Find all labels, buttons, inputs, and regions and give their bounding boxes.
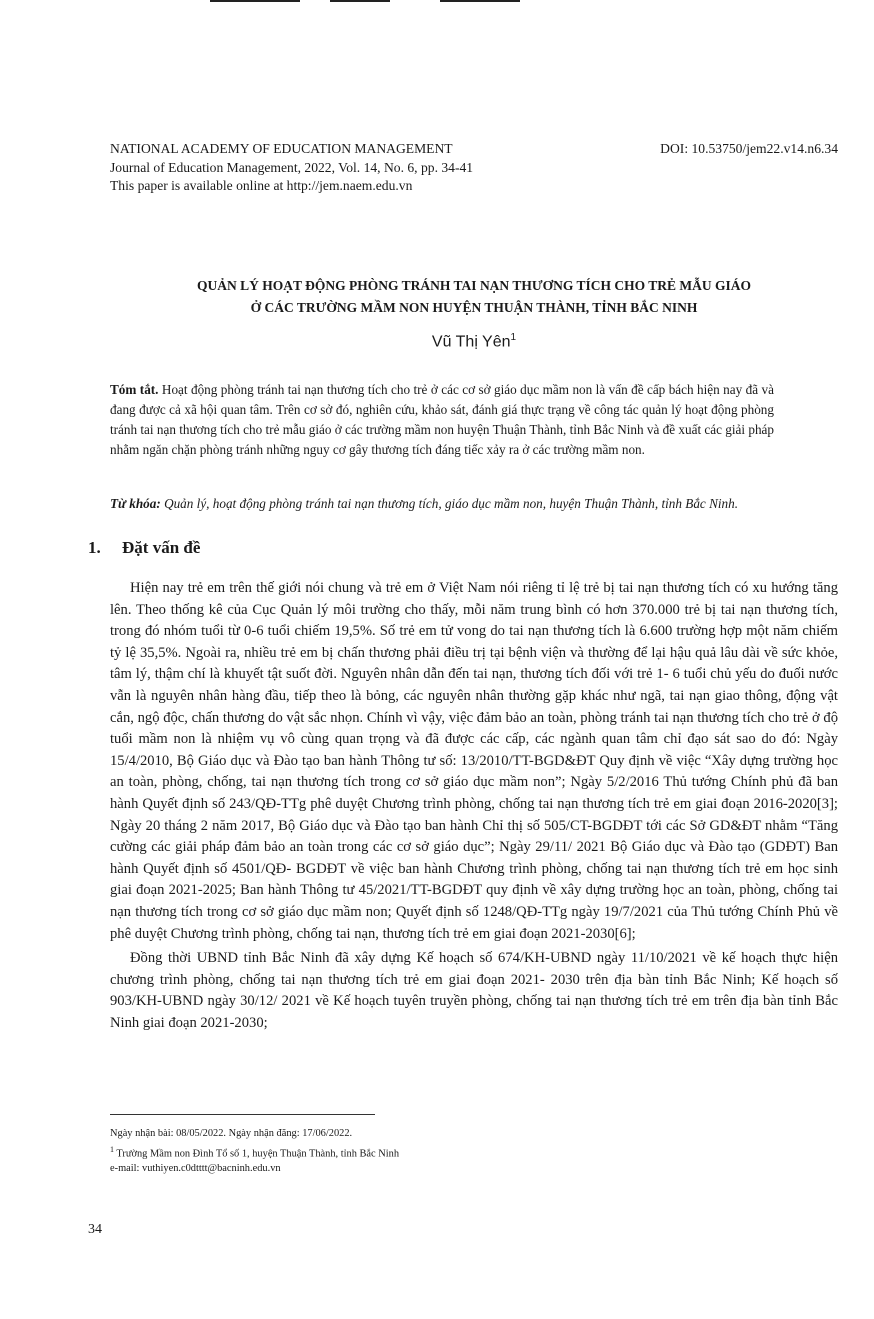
journal-header — [110, 140, 838, 196]
abstract-label: Tóm tắt. — [110, 382, 159, 397]
keywords-label: Từ khóa: — [110, 496, 161, 511]
title-line-2: Ở CÁC TRƯỜNG MẦM NON HUYỆN THUẬN THÀNH, TỈNH BẮC NINH — [250, 300, 698, 315]
footnote-dates: Ngày nhận bài: 08/05/2022. Ngày nhận đăng: 17/06/2022. — [110, 1128, 353, 1139]
title-line-1: QUẢN LÝ HOẠT ĐỘNG PHÒNG TRÁNH TAI NẠN THƯƠNG TÍCH CHO TRẺ MẪU GIÁO — [197, 278, 751, 293]
doi: DOI: 10.53750/jem22.v14.n6.34 — [660, 141, 838, 156]
footnote-affiliation — [110, 1142, 710, 1162]
footnote-affiliation-text: Trường Mầm non Đình Tổ số 1, huyện Thuận Thành, tỉnh Bắc Ninh — [114, 1147, 400, 1159]
section-number: 1. — [88, 538, 101, 557]
author-line — [110, 332, 838, 351]
author-affiliation-mark: 1 — [510, 332, 517, 343]
abstract-text: Hoạt động phòng tránh tai nạn thương tích cho trẻ ở các cơ sở giáo dục mầm non là vấn đề cấp bách hiện nay đã và đang được cả xã hội quan tâm. Trên cơ sở đó, nghiên cứu, khảo sát, đánh giá thực trạng về công tác quản lý hoạt động phòng tránh tai nạn thương tích cho trẻ mẫu giáo ở các trường mầm non huyện Thuận Thành, tỉnh Bắc Ninh và đề xuất các giải pháp nhằm ngăn chặn phòng tránh những nguy cơ gây thương tích đáng tiếc xảy ra ở các trường mầm non. — [110, 382, 774, 457]
page-number: 34 — [88, 1222, 102, 1237]
footnotes — [110, 1126, 710, 1177]
footnote-mark: 1 — [110, 1144, 114, 1154]
section-title: Đặt vấn đề — [122, 538, 201, 557]
scan-edge-mark — [330, 0, 390, 2]
scan-edge-mark — [210, 0, 300, 2]
keywords — [110, 494, 774, 514]
availability-note: This paper is available online at http://jem.naem.edu.vn — [110, 178, 413, 193]
paper-title — [110, 275, 838, 319]
body-paragraph: Hiện nay trẻ em trên thế giới nói chung và trẻ em ở Việt Nam nói riêng tỉ lệ trẻ bị tai nạn thương tích có xu hướng tăng lên. Theo thống kê của Cục Quản lý môi trường cho thấy, mỗi năm trung bình có hơn 370.000 trẻ bị tai nạn thương tích, trong đó nhóm tuổi từ 0-6 tuổi chiếm 19,5%. Số trẻ em tử vong do tai nạn thương tích là 6.600 trường hợp một năm chiếm tỷ lệ 35,5%. Ngoài ra, nhiều trẻ em bị chấn thương phải điều trị tại bệnh viện và thường để lại hậu quả lâu dài về sức khỏe, tâm lý, thậm chí là khuyết tật suốt đời. Nguyên nhân dẫn đến tai nạn, thương tích đối với trẻ 1- 6 tuổi chủ yếu do đuối nước vẫn là nguyên nhân hàng đầu, tiếp theo là bỏng, các nguyên nhân thường gặp khác như ngã, tai nạn giao thông, động vật cắn, ngộ độc, chấn thương do vật sắc nhọn. Chính vì vậy, việc đảm bảo an toàn, phòng tránh tai nạn thương tích cho trẻ ở độ tuổi mầm non là nhiệm vụ vô cùng quan trọng và đã được các cấp, các ngành quan tâm chỉ đạo sát sao do đó: Ngày 15/4/2010, Bộ Giáo dục và Đào tạo ban hành Thông tư số: 13/2010/TT-BGD&ĐT Quy định về việc “Xây dựng trường học an toàn, phòng, chống, tai nạn thương tích trong cơ sở giáo dục mầm non”; Ngày 5/2/2016 Thủ tướng Chính phủ đã ban hành Quyết định số 243/QĐ-TTg phê duyệt Chương trình phòng, chống tai nạn thương tích trẻ em giai đoạn 2016-2020[3]; Ngày 20 tháng 2 năm 2017, Bộ Giáo dục và Đào tạo ban hành Chỉ thị số 505/CT-BGDĐT tới các Sở GD&ĐT nhằm “Tăng cường các giải pháp đảm bảo an toàn trong các cơ sở giáo dục”; Ngày 29/11/ 2021 Bộ Giáo dục và Đào tạo (GDĐT) Ban hành Quyết định số 4501/QĐ- BGDĐT về việc ban hành Chương trình phòng, chống tai nạn thương tích trẻ em học sinh giai đoạn 2021-2025; Ban hành Thông tư 45/2021/TT-BGDĐT quy định về xây dựng trường học an toàn, phòng, chống tai nạn thương tích trong cơ sở giáo dục mầm non; Quyết định số 1248/QĐ-TTg ngày 19/7/2021 của Thủ tướng Chính Phủ về phê duyệt Chương trình phòng, chống tai nạn, thương tích trẻ em giai đoạn 2021-2030[6]; — [110, 580, 838, 942]
institution-name: NATIONAL ACADEMY OF EDUCATION MANAGEMENT — [110, 141, 453, 156]
author-name: Vũ Thị Yên — [431, 333, 511, 351]
journal-citation: Journal of Education Management, 2022, Vol. 14, No. 6, pp. 34-41 — [110, 159, 474, 175]
body-text — [110, 578, 838, 1037]
footnote-email: e-mail: vuthiyen.c0dtttt@bacninh.edu.vn — [110, 1163, 281, 1175]
footnote-divider — [110, 1114, 375, 1115]
body-paragraph: Đồng thời UBND tỉnh Bắc Ninh đã xây dựng Kế hoạch số 674/KH-UBND ngày 11/10/2021 về kế hoạch thực hiện chương trình phòng, chống tai nạn thương tích trẻ em giai đoạn 2021- 2030 trên địa bàn tỉnh Bắc Ninh; Kế hoạch số 903/KH-UBND ngày 30/12/ 2021 về Kế hoạch tuyên truyền phòng, chống tai nạn thương tích trẻ em trên địa bàn tỉnh Bắc Ninh giai đoạn 2021-2030; — [110, 950, 838, 1031]
keywords-text: Quản lý, hoạt động phòng tránh tai nạn thương tích, giáo dục mầm non, huyện Thuận Thành, tỉnh Bắc Ninh. — [160, 496, 739, 511]
section-heading — [88, 538, 200, 558]
abstract — [110, 380, 774, 460]
scan-edge-mark — [440, 0, 520, 2]
